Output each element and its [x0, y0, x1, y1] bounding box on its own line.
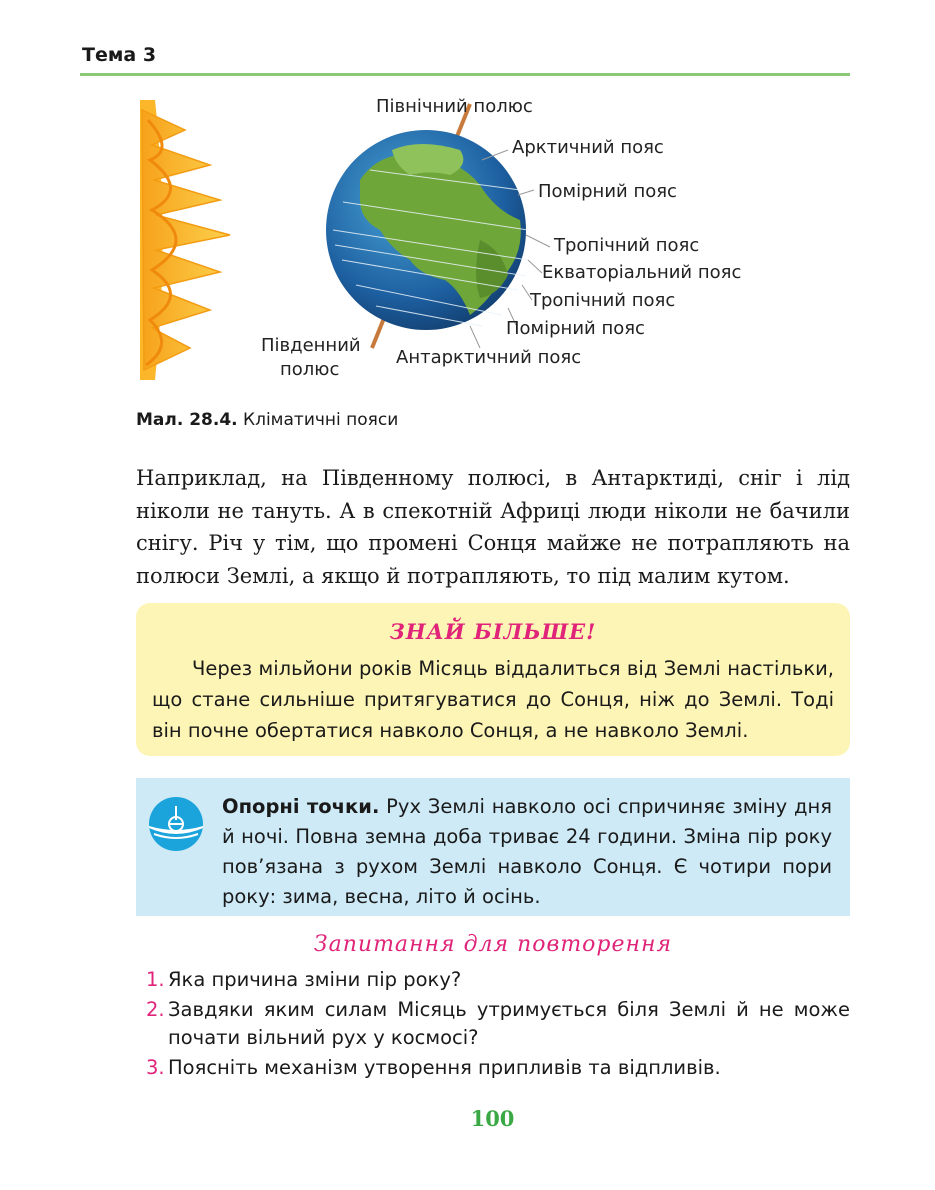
question-text: Поясніть механізм утворення припливів та відпливів.	[168, 1056, 721, 1079]
key-points-label: Опорні точки.	[222, 795, 380, 818]
list-item	[146, 996, 850, 1052]
label-temperate-zone-north: Помірний пояс	[538, 181, 677, 202]
know-more-title: ЗНАЙ БІЛЬШЕ!	[389, 619, 597, 644]
list-item	[146, 1054, 850, 1082]
label-arctic-zone: Арктичний пояс	[512, 137, 664, 158]
label-equatorial-zone: Екваторіальний пояс	[542, 262, 742, 283]
questions-list	[146, 966, 850, 1084]
page-number: 100	[470, 1106, 515, 1131]
label-tropical-zone-north: Тропічний пояс	[554, 235, 700, 256]
know-more-box	[136, 603, 850, 756]
label-south-pole-line2: полюс	[280, 359, 340, 380]
key-points-box	[136, 778, 850, 916]
list-item	[146, 966, 850, 994]
earth-globe-icon	[326, 104, 528, 348]
sun-icon	[140, 100, 230, 380]
question-text: Завдяки яким силам Місяць утримується біля Землі й не може почати вільний рух у космосі?	[168, 998, 850, 1049]
earth-sun-illustration	[130, 90, 850, 390]
label-north-pole: Північний полюс	[376, 96, 533, 117]
figure-number: Мал. 28.4.	[136, 410, 238, 430]
figure-title: Кліматичні пояси	[237, 410, 399, 430]
question-number: 2.	[146, 998, 165, 1021]
target-icon	[148, 796, 204, 852]
label-antarctic-zone: Антарктичний пояс	[396, 347, 582, 368]
question-text: Яка причина зміни пір року?	[168, 968, 462, 991]
question-number: 1.	[146, 968, 165, 991]
key-points-body: Рух Землі навколо осі спричиняє зміну дня й ночі. Повна земна доба триває 24 години. Зміна пір року пов’язана з рухом Землі навколо Сонця. Є чотири пори року: зима, весна, літо й осінь.	[222, 795, 832, 908]
questions-title: Запитання для повторення	[313, 932, 673, 957]
main-paragraph: Наприклад, на Південному полюсі, в Антарктиді, сніг і лід ніколи не тануть. А в спекотній Африці люди ніколи не бачили снігу. Річ у тім, що промені Сонця майже не потрапляють на полюси Землі, а якщо й потрапляють, то під малим кутом.	[136, 466, 850, 588]
climate-zones-figure	[130, 90, 850, 390]
question-number: 3.	[146, 1056, 165, 1079]
key-points-text	[222, 792, 832, 912]
header-divider	[80, 73, 850, 76]
know-more-text: Через мільйони років Місяць віддалиться від Землі настільки, що стане сильніше притягуватися до Сонця, ніж до Землі. Тоді він почне обертатися навколо Сонця, а не навколо Землі.	[152, 657, 834, 742]
label-temperate-zone-south: Помірний пояс	[506, 318, 645, 339]
topic-header: Тема 3	[82, 44, 157, 66]
figure-caption	[136, 410, 398, 430]
label-tropical-zone-south: Тропічний пояс	[530, 290, 676, 311]
label-south-pole-line1: Південний	[261, 335, 361, 356]
